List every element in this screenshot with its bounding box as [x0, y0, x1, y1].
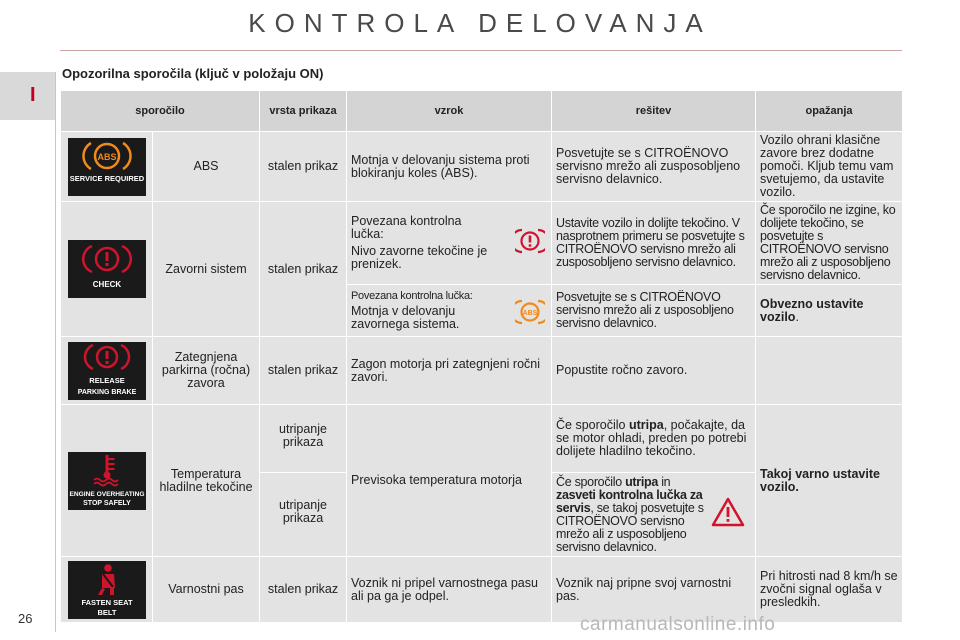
coolant-solution-b-text	[556, 476, 706, 554]
service-warning-triangle-icon	[711, 497, 745, 527]
coolant-icon-cell	[61, 405, 153, 557]
abs-warning-icon	[68, 138, 146, 196]
coolant-solution-b-post: , se takoj posvetujte s CITROËNOVO servisno mrežo ali z usposobljeno servisno delavnico.	[556, 500, 704, 554]
coolant-solution-b	[552, 473, 756, 557]
abs-icon-cell	[61, 132, 153, 202]
abs-icon-caption: SERVICE REQUIRED	[69, 173, 144, 183]
table-row-coolant-a	[61, 405, 903, 473]
coolant-solution-a-pre: Če sporočilo	[556, 418, 629, 432]
seatbelt-icon	[68, 561, 146, 619]
warning-messages-table	[60, 90, 903, 623]
seatbelt-display-type: stalen prikaz	[260, 557, 347, 623]
table-row-parking-brake	[61, 337, 903, 405]
chapter-marker: I	[30, 84, 36, 106]
brakes-solution-a: Ustavite vozilo in dolijte tekočino. V nasprotnem primeru se posvetujte s CITROËNOVO servisno mrežo ali zusposobljeno servisno delavnico.	[552, 202, 756, 285]
parking-brake-icon	[68, 342, 146, 400]
coolant-icon-caption-1: ENGINE OVERHEATING	[69, 490, 144, 498]
header-notes: opažanja	[756, 91, 903, 132]
title-divider	[60, 50, 902, 51]
brakes-display-type: stalen prikaz	[260, 202, 347, 337]
coolant-display-type-b: utripanje prikaza	[260, 473, 347, 557]
seatbelt-solution: Voznik naj pripne svoj varnostni pas.	[552, 557, 756, 623]
coolant-display-type-a: utripanje prikaza	[260, 405, 347, 473]
brakes-notes-a: Če sporočilo ne izgine, ko dolijete tekočino, se posvetujte s CITROËNOVO servisno mrežo ali z usposobljeno servisno delavnico.	[756, 202, 903, 285]
seatbelt-icon-cell	[61, 557, 153, 623]
watermark: carmanualsonline.info	[580, 614, 776, 635]
coolant-solution-b-bold2: zasveti kontrolna lučka za servis	[556, 487, 703, 515]
brakes-notes-b-bold: Obvezno ustavite vozilo	[760, 296, 864, 324]
abs-icon-text: ABS	[96, 151, 117, 162]
parking-solution: Popustite ročno zavoro.	[552, 337, 756, 405]
brakes-notes-b	[756, 285, 903, 337]
parking-cause: Zagon motorja pri zategnjeni ročni zavori.	[347, 337, 552, 405]
coolant-notes: Takoj varno ustavite vozilo.	[756, 405, 903, 557]
page-number: 26	[18, 611, 33, 626]
coolant-solution-b-mid: in	[658, 474, 671, 489]
header-solution: rešitev	[552, 91, 756, 132]
brakes-cause-b	[347, 285, 552, 337]
seatbelt-icon-caption-1: FASTEN SEAT	[80, 597, 133, 607]
coolant-solution-a-bold: utripa	[628, 418, 664, 432]
coolant-message: Temperatura hladilne tekočine	[153, 405, 260, 557]
brakes-solution-b: Posvetujte se s CITROËNOVO servisno mrežo ali z usposobljeno servisno delavnico.	[552, 285, 756, 337]
coolant-solution-b-pre: Če sporočilo	[556, 474, 626, 489]
table-header-row	[61, 91, 903, 132]
orange-abs-icon-text: ABS	[522, 310, 538, 317]
parking-icon-caption-2: PARKING BRAKE	[77, 388, 136, 396]
brake-warning-icon	[68, 240, 146, 298]
abs-cause: Motnja v delovanju sistema proti blokiranju koles (ABS).	[347, 132, 552, 202]
header-cause: vzrok	[347, 91, 552, 132]
table-row-abs	[61, 132, 903, 202]
orange-abs-warning-icon	[515, 299, 545, 325]
abs-message: ABS	[153, 132, 260, 202]
seatbelt-message: Varnostni pas	[153, 557, 260, 623]
brakes-cause-b-intro: Povezana kontrolna lučka:	[351, 290, 473, 302]
brake-icon-caption: CHECK	[92, 280, 121, 289]
brakes-message: Zavorni sistem	[153, 202, 260, 337]
parking-notes	[756, 337, 903, 405]
brakes-cause-b-text: Motnja v delovanju zavornega sistema.	[351, 304, 460, 331]
abs-solution: Posvetujte se s CITROËNOVO servisno mrežo ali zusposobljeno servisno delavnico.	[552, 132, 756, 202]
table-row-brakes-a	[61, 202, 903, 285]
abs-display-type: stalen prikaz	[260, 132, 347, 202]
parking-icon-caption-1: RELEASE	[88, 375, 125, 385]
seatbelt-notes: Pri hitrosti nad 8 km/h se zvočni signal oglaša v presledkih.	[756, 557, 903, 623]
brakes-cause-a	[347, 202, 552, 285]
coolant-solution-a	[552, 405, 756, 473]
header-message: sporočilo	[61, 91, 260, 132]
seatbelt-cause: Voznik ni pripel varnostnega pasu ali pa ga je odpel.	[347, 557, 552, 623]
brakes-cause-a-intro: Povezana kontrolna lučka:	[351, 214, 462, 241]
brakes-notes-b-end: .	[795, 309, 799, 324]
coolant-icon-caption-2: STOP SAFELY	[82, 499, 131, 507]
coolant-solution-b-bold1: utripa	[625, 474, 659, 489]
seatbelt-icon-caption-2: BELT	[96, 607, 117, 617]
page-title: KONTROLA DELOVANJA	[248, 8, 712, 38]
parking-message: Zategnjena parkirna (ročna) zavora	[153, 337, 260, 405]
red-brake-warning-icon	[515, 228, 545, 254]
side-divider	[55, 72, 56, 632]
parking-icon-cell	[61, 337, 153, 405]
coolant-solution-a-post: , počakajte, da se motor ohladi, preden po potrebi dolijete hladilno tekočino.	[556, 418, 747, 458]
table-row-seatbelt	[61, 557, 903, 623]
coolant-cause: Previsoka temperatura motorja	[347, 405, 552, 557]
header-display-type: vrsta prikaza	[260, 91, 347, 132]
brakes-cause-a-text: Nivo zavorne tekočine je prenizek.	[351, 244, 488, 271]
section-subtitle: Opozorilna sporočila (ključ v položaju ON)	[62, 66, 324, 81]
brake-icon-cell	[61, 202, 153, 337]
chapter-tab	[0, 72, 56, 120]
abs-notes: Vozilo ohrani klasične zavore brez dodatne pomoči. Kljub temu vam svetujemo, da ustavite vozilo.	[756, 132, 903, 202]
coolant-temperature-icon	[68, 452, 146, 510]
parking-display-type: stalen prikaz	[260, 337, 347, 405]
